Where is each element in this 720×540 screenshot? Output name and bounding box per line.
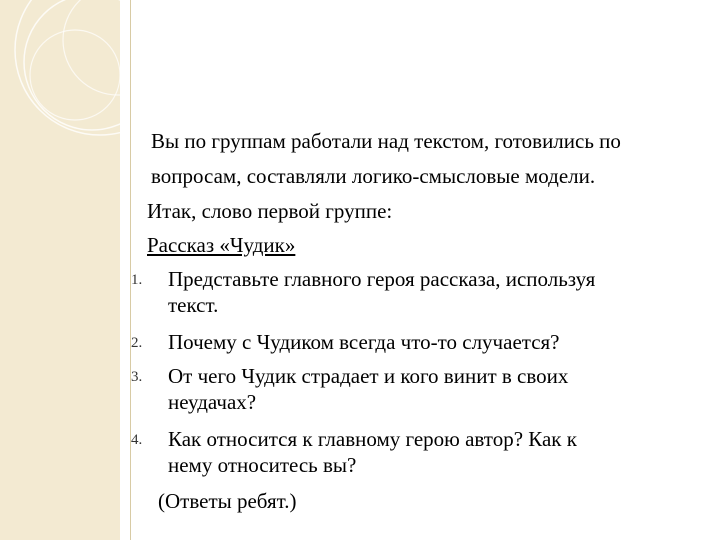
question-1-line-2: текст. <box>168 293 219 317</box>
intro-line-1: Вы по группам работали над текстом, готовились по <box>151 129 621 153</box>
closing-note: (Ответы ребят.) <box>158 489 297 513</box>
question-3-line-1: От чего Чудик страдает и кого винит в своих <box>168 364 569 388</box>
question-number: 4. <box>131 432 143 448</box>
question-4-line-1: Как относится к главному герою автор? Как к <box>168 427 577 451</box>
question-3-line-2: неудачах? <box>168 390 257 414</box>
question-number: 1. <box>131 272 143 288</box>
question-1-line-1: Представьте главного героя рассказа, используя <box>168 267 596 291</box>
question-4-line-2: нему относитесь вы? <box>168 453 357 477</box>
question-2-line-1: Почему с Чудиком всегда что-то случается? <box>168 330 560 354</box>
question-number: 3. <box>131 369 143 385</box>
lead-text: Итак, слово первой группе: <box>147 199 393 223</box>
question-number: 2. <box>131 335 143 351</box>
story-title: Рассказ «Чудик» <box>147 233 296 257</box>
intro-line-2: вопросам, составляли логико-смысловые модели. <box>151 164 596 188</box>
